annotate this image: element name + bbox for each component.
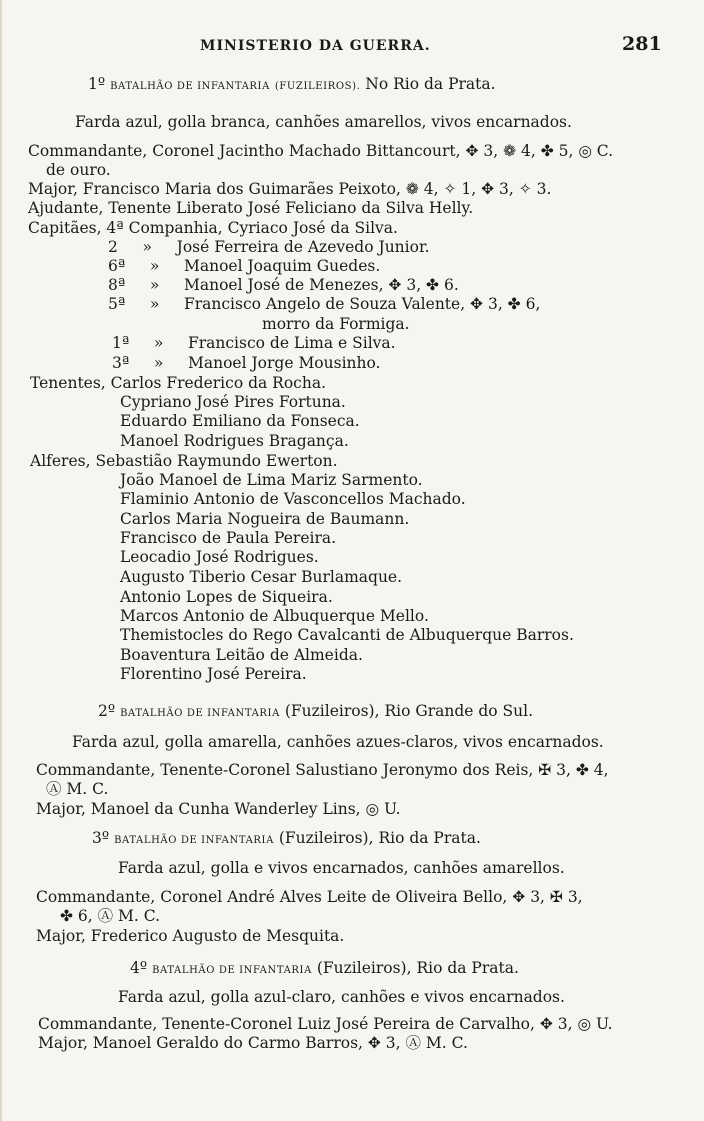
section-2-uniform: Farda azul, golla amarella, canhões azues-claros, vivos encarnados. (72, 733, 604, 751)
text-line: 8ª » Manoel José de Menezes, ✥ 3, ✤ 6. (108, 276, 459, 294)
text-line: Major, Manoel da Cunha Wanderley Lins, ◎ U. (36, 800, 401, 818)
text-line: Commandante, Coronel Jacintho Machado Bittancourt, ✥ 3, ❁ 4, ✤ 5, ◎ C. (28, 142, 614, 160)
section-name: BATALHÃO DE INFANTARIA (120, 708, 280, 719)
text-line: Cypriano José Pires Fortuna. (120, 393, 346, 411)
text-line: de ouro. (46, 161, 111, 179)
text-line: João Manoel de Lima Mariz Sarmento. (120, 471, 423, 489)
section-1-uniform: Farda azul, golla branca, canhões amarellos, vivos encarnados. (75, 113, 572, 131)
section-name: BATALHÃO DE INFANTARIA (152, 965, 312, 976)
text-line: Francisco de Paula Pereira. (120, 529, 337, 547)
text-line: Augusto Tiberio Cesar Burlamaque. (120, 568, 403, 586)
section-3-uniform: Farda azul, golla e vivos encarnados, canhões amarellos. (118, 859, 565, 877)
section-ordinal: 3º (92, 829, 110, 847)
text-line: Alferes, Sebastião Raymundo Ewerton. (30, 452, 338, 470)
section-type: (FUZILEIROS). (274, 81, 361, 92)
section-4-heading (130, 958, 519, 981)
page-number: 281 (622, 33, 662, 55)
section-place: No Rio da Prata. (365, 75, 496, 93)
text-line: 5ª » Francisco Angelo de Souza Valente, ✥ 3, ✤ 6, (108, 295, 541, 313)
text-line: Themistocles do Rego Cavalcanti de Albuquerque Barros. (120, 626, 574, 644)
text-line: Carlos Maria Nogueira de Baumann. (120, 510, 410, 528)
text-line: Commandante, Tenente-Coronel Luiz José Pereira de Carvalho, ✥ 3, ◎ U. (38, 1015, 613, 1033)
section-3-heading (92, 828, 481, 851)
text-line: Commandante, Tenente-Coronel Salustiano Jeronymo dos Reis, ✠ 3, ✤ 4, (36, 761, 609, 779)
section-type: (Fuzileiros), (284, 702, 380, 720)
section-2-heading (98, 701, 533, 724)
section-ordinal: 2º (98, 702, 116, 720)
text-line: Ⓐ M. C. (46, 780, 109, 798)
text-line: 2 » José Ferreira de Azevedo Junior. (108, 238, 430, 256)
text-line: Leocadio José Rodrigues. (120, 548, 319, 566)
text-line: Major, Francisco Maria dos Guimarães Peixoto, ❁ 4, ✧ 1, ✥ 3, ✧ 3. (28, 180, 552, 198)
section-4-uniform: Farda azul, golla azul-claro, canhões e vivos encarnados. (118, 988, 565, 1006)
text-line: Boaventura Leitão de Almeida. (120, 646, 363, 664)
text-line: 3ª » Manoel Jorge Mousinho. (112, 354, 381, 372)
text-line: Capitães, 4ª Companhia, Cyriaco José da Silva. (28, 219, 398, 237)
section-ordinal: 1º (88, 75, 106, 93)
section-1-heading (88, 74, 496, 97)
text-line: Major, Manoel Geraldo do Carmo Barros, ✥ 3, Ⓐ M. C. (38, 1034, 468, 1052)
section-ordinal: 4º (130, 959, 148, 977)
text-line: Antonio Lopes de Siqueira. (120, 588, 333, 606)
section-place: Rio Grande do Sul. (384, 702, 534, 720)
text-line: Flaminio Antonio de Vasconcellos Machado. (120, 490, 466, 508)
text-line: Tenentes, Carlos Frederico da Rocha. (30, 374, 326, 392)
section-name: BATALHÃO DE INFANTARIA (114, 835, 274, 846)
text-line: ✤ 6, Ⓐ M. C. (60, 907, 161, 925)
section-type: (Fuzileiros), (316, 959, 412, 977)
section-type: (Fuzileiros), (278, 829, 374, 847)
page-edge (0, 0, 2, 1121)
text-line: Florentino José Pereira. (120, 665, 307, 683)
text-line: 6ª » Manoel Joaquim Guedes. (108, 257, 381, 275)
text-line: Ajudante, Tenente Liberato José Feliciano da Silva Helly. (28, 199, 474, 217)
text-line: Manoel Rodrigues Bragança. (120, 432, 349, 450)
section-place: Rio da Prata. (416, 959, 519, 977)
text-line: morro da Formiga. (262, 315, 410, 333)
text-line: Eduardo Emiliano da Fonseca. (120, 412, 360, 430)
text-line: Marcos Antonio de Albuquerque Mello. (120, 607, 429, 625)
text-line: Major, Frederico Augusto de Mesquita. (36, 927, 345, 945)
section-name: BATALHÃO DE INFANTARIA (110, 81, 270, 92)
text-line: Commandante, Coronel André Alves Leite de Oliveira Bello, ✥ 3, ✠ 3, (36, 888, 583, 906)
text-line: 1ª » Francisco de Lima e Silva. (112, 334, 396, 352)
section-place: Rio da Prata. (378, 829, 481, 847)
page-title: MINISTERIO DA GUERRA. (200, 38, 431, 54)
